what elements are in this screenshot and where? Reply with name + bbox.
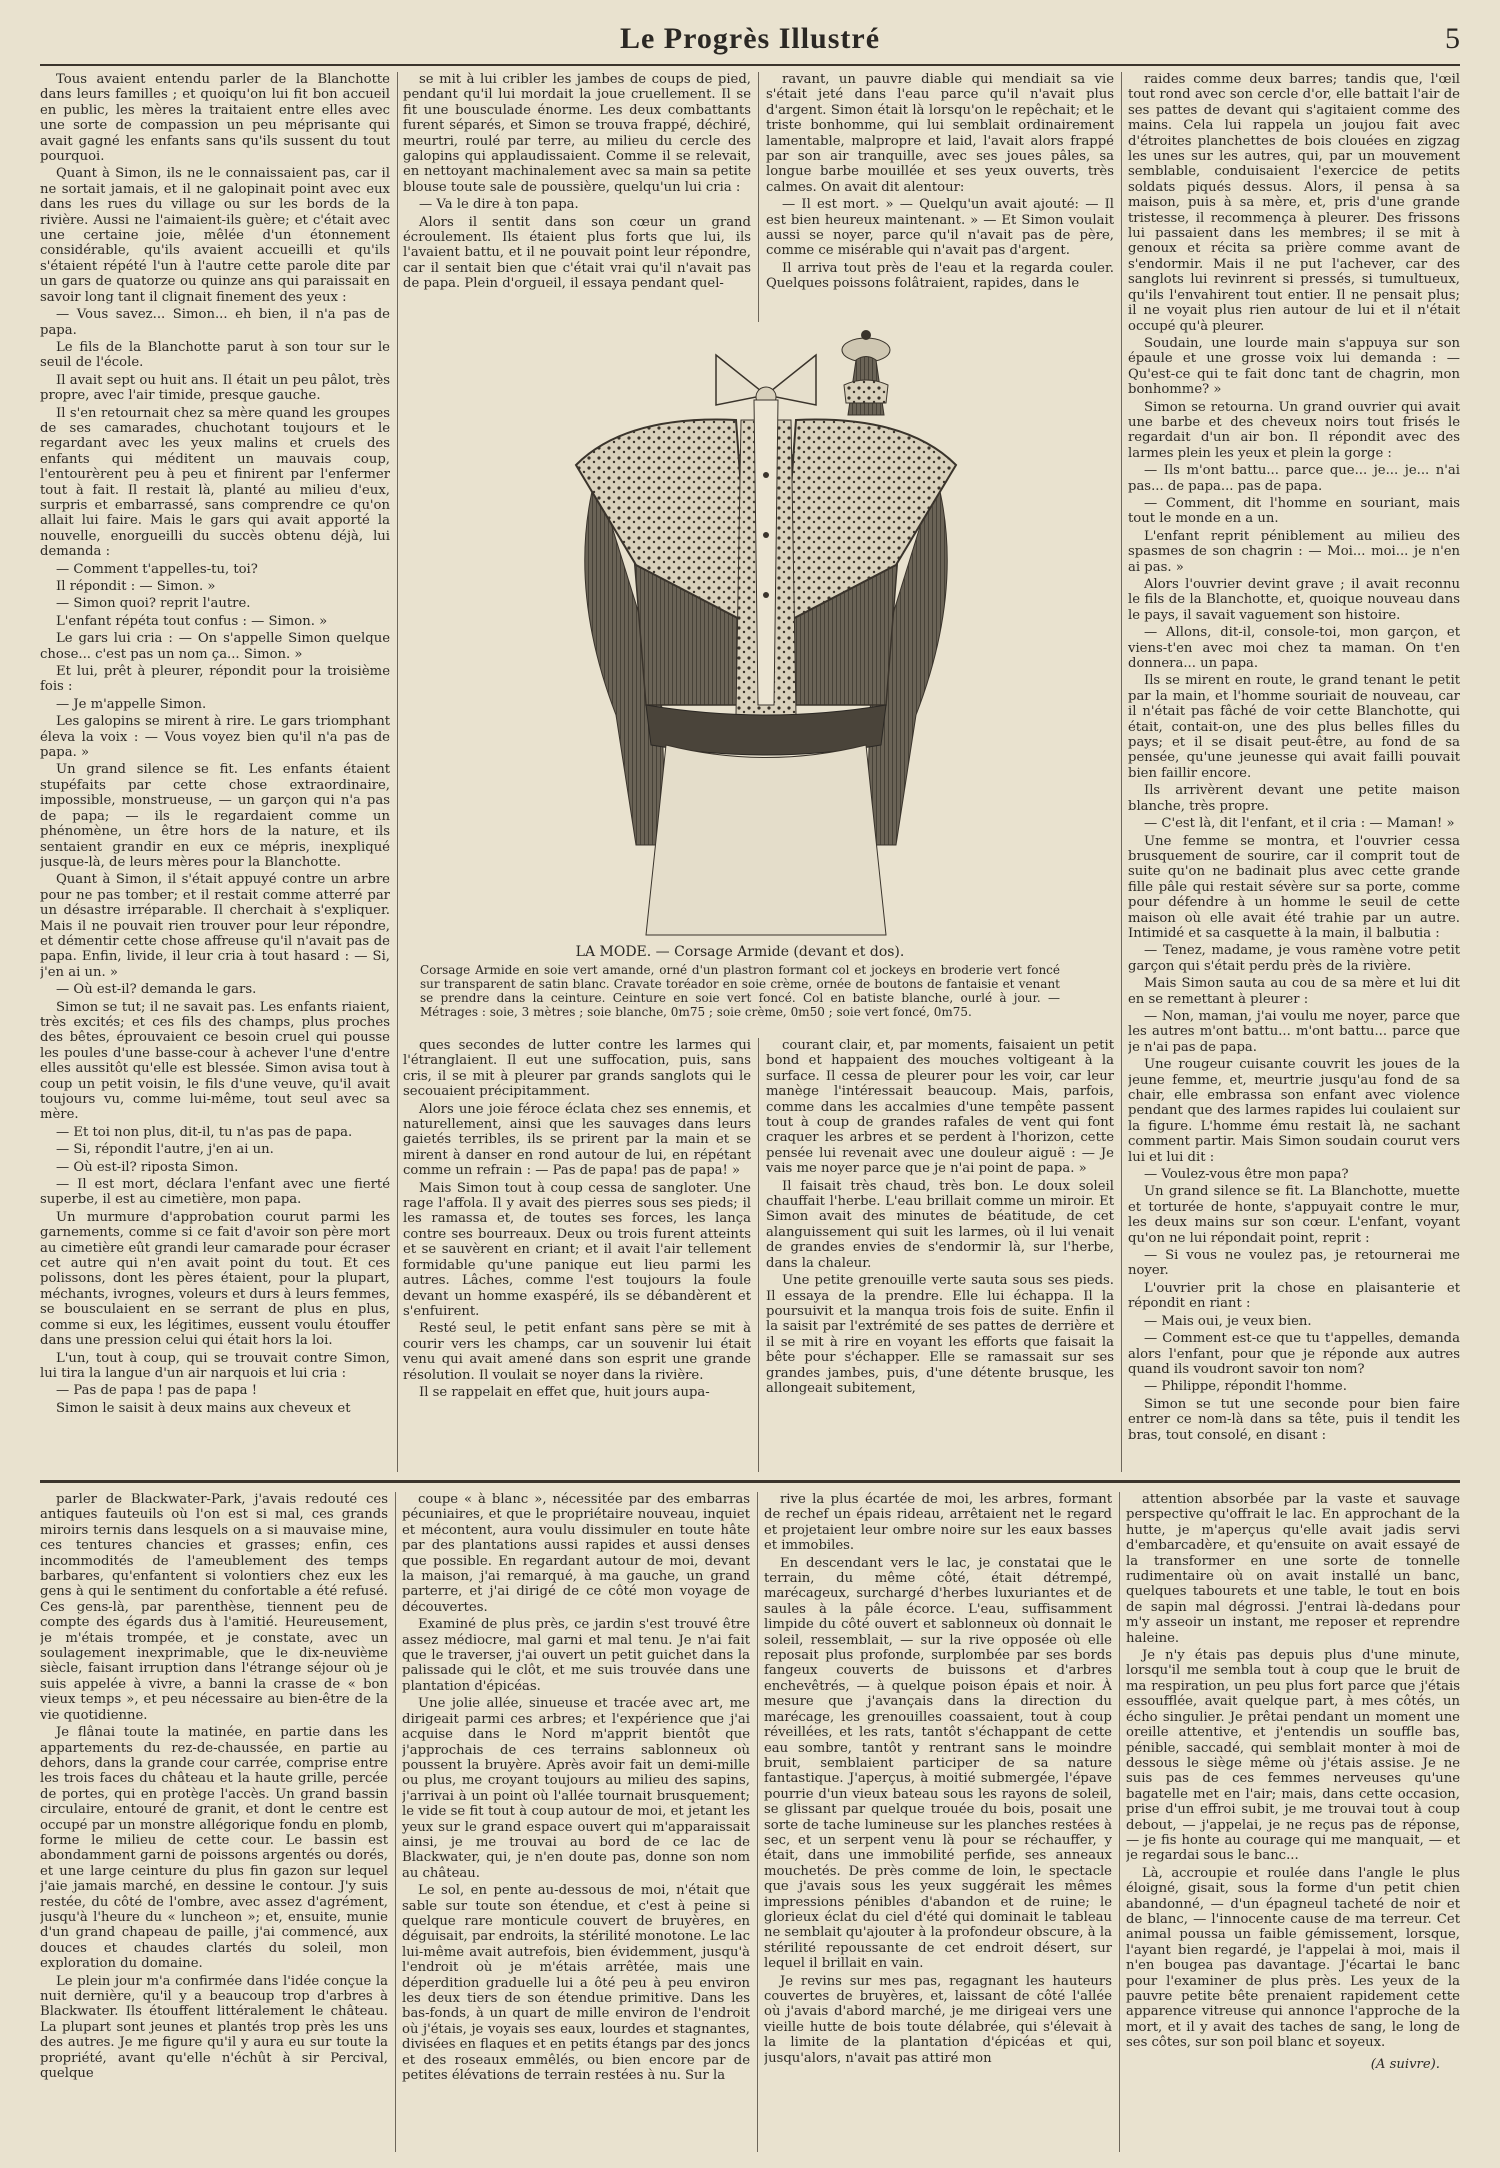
paragraph: — Où est-il? demanda le gars. [56,982,257,998]
paragraph: Le gars lui cria : — On s'appelle Simon quelque chose... c'est pas un nom ça... Simon. » [40,631,390,662]
paragraph: Et lui, prêt à pleurer, répondit pour la troisième fois : [40,664,390,695]
paragraph: Alors l'ouvrier devint grave ; il avait reconnu le fils de la Blanchotte, et, quoique nouveau dans le pays, il savait vaguement son histoire. [1128,577,1460,623]
paragraph: ques secondes de lutter contre les larmes qui l'étranglaient. Il eut une suffocation, puis, sans cris, il se mit à pleurer par grands sanglots qui le secouaient précipitamment. [403,1038,751,1100]
story-bottom-column-4 [1126,1492,1460,2160]
paragraph: se mit à lui cribler les jambes de coups de pied, pendant qu'il lui mordait la joue cruellement. Il se fit une bousculade énorme. Les deux combattants furent séparés, et Simon se trouva frappé, déchiré, meurtri, roulé par terre, au milieu du cercle des galopins qui applaudissaient. Comme il se relevait, en nettoyant machinalement avec sa main sa petite blouse toute sale de poussière, quelqu'un lui cria : [403,72,751,195]
paragraph: raides comme deux barres; tandis que, l'œil tout rond avec son cercle d'or, elle battait l'air de ses pattes de devant qui s'agitaient comme des mains. Cela lui rappela un joujou fait avec d'étroites planchettes de bois clouées en zigzag les unes sur les autres, qui, par un mouvement semblable, conduisaient l'exercice de petits soldats piqués dessus. Alors, il pensa à sa maison, puis à sa mère, et, pris d'une grande tristesse, il recommença à pleurer. Des frissons lui passaient dans les membres; il se mit à genoux et récita sa prière comme avant de s'endormir. Mais il ne put l'achever, car des sanglots lui revinrent si pressés, si tumultueux, qu'ils l'envahirent tout entier. Il ne pensait plus; il ne voyait plus rien autour de lui et il n'était occupé qu'à pleurer. [1128,72,1460,334]
column-rule [1119,1492,1120,2152]
paragraph: Le sol, en pente au-dessous de moi, n'était que sable sur toute son étendue, et c'est à peine si quelque rare monticule couvert de bruyères, en déguisait, par endroits, la stérilité monotone. Le lac lui-même avait autrefois, bien évidemment, jusqu'à l'endroit où je m'étais arrêtée, mais une déperdition graduelle lui a ôté peu à peu environ les deux tiers de son étendue primitive. Dans les bas-fonds, à un quart de mille environ de l'endroit où j'étais, je voyais ses eaux, lourdes et stagnantes, divisées en flaques et en petits étangs par des joncs et des roseaux emmêlés, ou bien encore par de petites élévations de terrain restées à nu. Sur la [402,1883,750,2084]
column-rule [397,72,398,1472]
section-rule [40,1480,1460,1483]
header-rule [40,64,1460,66]
paragraph: Il faisait très chaud, très bon. Le doux soleil chauffait l'herbe. L'eau brillait comme un miroir. Et Simon avait des minutes de béatitude, de cet alanguissement qui suit les larmes, où il lui venait de grandes envies de s'endormir là, sur l'herbe, dans la chaleur. [766,1178,1114,1271]
paragraph: Un grand silence se fit. La Blanchotte, muette et torturée de honte, s'appuyait contre le mur, les deux mains sur son cœur. L'enfant, voyant qu'on ne lui répondait point, reprit : [1128,1184,1460,1246]
paragraph: — Pas de papa ! pas de papa ! [56,1383,258,1399]
paragraph: Quant à Simon, ils ne le connaissaient pas, car il ne sortait jamais, et il ne galopinait point avec eux dans les rues du village ou sur les bords de la rivière. Aussi ne l'aimaient-ils guère; et c'était avec une certaine joie, mêlée d'un étonnement considérable, qu'ils avaient accueilli et qu'ils s'étaient répété l'un à l'autre cette parole dite par un gars de quatorze ou quinze ans qui paraissait en savoir long tant il clignait finement des yeux : [40,166,390,305]
paragraph: — Comment, dit l'homme en souriant, mais tout le monde en a un. [1128,495,1460,527]
paragraph: courant clair, et, par moments, faisaient un petit bond et happaient des mouches voltigeant à la surface. Il cessa de pleurer pour les voir, car leur manège l'intéressait beaucoup. Mais, parfois, comme dans les accalmies d'une tempête passent tout à coup de grandes rafales de vent qui font craquer les arbres et se perdent à l'horizon, cette pensée lui revenait avec une douleur aiguë : — Je vais me noyer parce que je n'ai point de papa. » [766,1038,1114,1177]
story-top-column-3a [766,72,1114,324]
story-top-column-4 [1128,72,1460,1470]
paragraph: Mais Simon sauta au cou de sa mère et lui dit en se remettant à pleurer : [1128,976,1460,1007]
page-number: 5 [1445,22,1460,55]
paragraph: L'enfant reprit péniblement au milieu des spasmes de son chagrin : — Moi... moi... je n'en ai pas. » [1128,528,1460,575]
to-be-continued: (A suivre). [1370,2056,1440,2072]
paragraph: coupe « à blanc », nécessitée par des embarras pécuniaires, et que le propriétaire nouveau, inquiet et mécontent, aura voulu dissimuler en toute hâte par des plantations aussi rapides et aussi denses que possible. En regardant autour de moi, devant la maison, j'ai remarqué, à ma gauche, un grand parterre, et j'ai dirigé de ce côté mon voyage de découvertes. [402,1492,750,1615]
paragraph: Une jolie allée, sinueuse et tracée avec art, me dirigeait parmi ces arbres; et l'expérience que j'ai acquise dans le Nord m'apprit bientôt que j'approchais de ces terrains sablonneux où poussent la bruyère. Après avoir fait un demi-mille ou plus, me croyant toujours au milieu des sapins, j'arrivai à un point où l'allée tournait brusquement; le vide se fit tout à coup autour de moi, et jetant les yeux sur le grand espace ouvert qui m'apparaissait ainsi, je me trouvai au bord de ce lac de Blackwater, qui, je n'en doute pas, donne son nom au château. [402,1696,750,1881]
paragraph: L'ouvrier prit la chose en plaisanterie et répondit en riant : [1128,1280,1460,1312]
bodice-drawing [556,325,996,945]
figure-title: LA MODE. — Corsage Armide (devant et dos). [575,944,905,960]
column-rule [1121,72,1122,1472]
paragraph: — Non, maman, j'ai voulu me noyer, parce que les autres m'ont battu... m'ont battu... parce que je n'ai pas de papa. [1128,1008,1460,1055]
paragraph: Soudain, une lourde main s'appuya sur son épaule et une grosse voix lui demanda : — Qu'est-ce qui te fait donc tant de chagrin, mon bonhomme? » [1128,335,1460,398]
paragraph: Mais Simon tout à coup cessa de sangloter. Une rage l'affola. Il y avait des pierres sous ses pieds; il les ramassa et, de toutes ses forces, les lança contre ses bourreaux. Deux ou trois furent atteints et se sauvèrent en criant; et il avait l'air tellement formidable qu'une panique eut lieu parmi les autres. Lâches, comme l'est toujours la foule devant un homme exaspéré, ils se débandèrent et s'enfuirent. [403,1180,751,1319]
paragraph: — Il est mort. » — Quelqu'un avait ajouté: — Il est bien heureux maintenant. » — Et Simon voulait aussi se noyer, parce qu'il n'avait pas de père, comme ce misérable qui n'avait pas d'argent. [766,197,1114,259]
paragraph: Là, accroupie et roulée dans l'angle le plus éloigné, gisait, sous la forme d'un petit chien abandonné, — d'un épagneul tacheté de noir et de blanc, — l'innocente cause de ma terreur. Cet animal poussa un faible gémissement, lorsque, l'ayant bien regardé, je l'appelai à moi, mais il n'en bougea pas davantage. J'écartai le banc pour l'examiner de plus près. Les yeux de la pauvre petite bête prenaient rapidement cette apparence vitreuse qui annonce l'approche de la mort, et il y avait des taches de sang, le long de ses côtes, sur son poil blanc et soyeux. [1126,1865,1460,2051]
publication-title: Le Progrès Illustré [619,22,881,55]
paragraph: ravant, un pauvre diable qui mendiait sa vie s'était jeté dans l'eau parce qu'il n'avait plus d'argent. Simon était là lorsqu'on le repêchait; et le triste bonhomme, qui lui semblait ordinairement lamentable, malpropre et laid, l'avait alors frappé par son air tranquille, avec ses joues pâles, sa longue barbe mouillée et ses yeux ouverts, très calmes. On avait dit alentour: [766,72,1114,195]
paragraph: Je revins sur mes pas, regagnant les hauteurs couvertes de bruyères, et, laissant de côté l'allée où j'avais d'abord marché, je me dirigeai vers une vieille hutte de bois toute délabrée, qui s'élevait à la limite de la plantation d'épicéas et qui, jusqu'alors, n'avait pas attiré mon [764,1973,1112,2066]
paragraph: — C'est là, dit l'enfant, et il cria : — Maman! » [1144,816,1455,832]
paragraph: Simon le saisit à deux mains aux cheveux et [56,1400,351,1416]
paragraph: — Voulez-vous être mon papa? [1144,1167,1349,1183]
paragraph: En descendant vers le lac, je constatai que le terrain, du même côté, était détrempé, marécageux, surchargé d'herbes luxuriantes et de saules à la pâle écorce. L'eau, suffisamment limpide du côté ouvert et sablonneux où donnait le soleil, ressemblait, — sur la rive opposée où elle reposait plus profonde, surplombée par ses bords fangeux couverts de buissons et d'arbres enchevêtrés, — à quelque poison épais et noir. À mesure que j'avançais dans la direction du marécage, les grenouilles coassaient, tout à coup réveillées, et les rats, tantôt s'échappant de cette eau sombre, tantôt y rentrant sans le moindre bruit, semblaient participer de sa nature fantastique. J'aperçus, à moitié submergée, l'épave pourrie d'un vieux bateau sous les rayons de soleil, se glissant par quelque trouée du bois, posait une sorte de tache lumineuse sur les planches restées à sec, et un serpent venu là pour se réchauffer, y était, dans une immobilité perfide, ses anneaux mouchetés. De près comme de loin, le spectacle que j'avais sous les yeux suggérait les mêmes impressions pénibles d'abandon et de ruine; le glorieux éclat du ciel d'été qui dominait le tableau ne semblait qu'ajouter à la profondeur obscure, à la stérilité repoussante de cet endroit désert, sur lequel il brillait en vain. [764,1555,1112,1972]
page-header [40,20,1460,64]
paragraph: — Ils m'ont battu... parce que... je... je... n'ai pas... de papa... pas de papa. [1128,463,1460,494]
paragraph: Alors il sentit dans son cœur un grand écroulement. Ils étaient plus forts que lui, ils l'avaient battu, et il ne pouvait point leur répondre, car il sentait bien que c'était vrai qu'il n'avait pas de papa. Plein d'orgueil, il essaya pendant quel- [403,214,751,292]
paragraph: Quant à Simon, il s'était appuyé contre un arbre pour ne pas tomber; et il restait comme atterré par un désastre irréparable. Il cherchait à s'expliquer. Mais il ne pouvait rien trouver pour leur répondre, et démentir cette chose affreuse qu'il n'avait pas de papa. Enfin, livide, il leur cria à tout hasard : — Si, j'en ai un. » [40,872,390,980]
paragraph: L'un, tout à coup, qui se trouvait contre Simon, lui tira la langue d'un air narquois et lui cria : [40,1350,390,1381]
paragraph: — Il est mort, déclara l'enfant avec une fierté superbe, il est au cimetière, mon papa. [40,1177,390,1208]
paragraph: Il s'en retournait chez sa mère quand les groupes de ses camarades, chuchotant toujours et le regardant avec les yeux malins et cruels des enfants qui méditent un mauvais coup, l'entourèrent peu à peu et finirent par l'enfermer tout à fait. Il restait là, planté au milieu d'eux, surpris et embarrassé, sans comprendre ce qu'on allait lui faire. Mais le gars qui avait apporté la nouvelle, enorgueilli du succès obtenu déjà, lui demanda : [40,405,390,560]
story-bottom-column-2 [402,1492,750,2160]
story-bottom-column-4-body [1126,1492,1460,2051]
paragraph: — Mais oui, je veux bien. [1144,1313,1312,1329]
paragraph: — Et toi non plus, dit-il, tu n'as pas de papa. [56,1124,353,1140]
paragraph: Un grand silence se fit. Les enfants étaient stupéfaits par cette chose extraordinaire, impossible, monstrueuse, — un garçon qui n'a pas de papa; — ils le regardaient comme un phénomène, un être hors de la nature, et ils sentaient grandir en eux ce mépris, inexpliqué jusque-là, de leurs mères pour la Blanchotte. [40,762,390,870]
paragraph: Je flânai toute la matinée, en partie dans les appartements du rez-de-chaussée, en partie au dehors, dans la grande cour carrée, comprise entre les trois faces du château et la haute grille, percée de portes, qui en protège l'accès. Un grand bassin circulaire, entouré de granit, et dont le centre est occupé par un monstre allégorique fondu en plomb, forme le milieu de cette cour. Le bassin est abondamment garni de poissons argentés ou dorés, et une large ceinture du plus fin gazon sur lequel j'aie jamais marché, en dessine le contour. J'y suis restée, du côté de l'ombre, avec assez d'agrément, jusqu'à l'heure du « luncheon »; et, ensuite, munie d'un grand chapeau de paille, j'ai commencé, aux douces et chaudes clartés du soleil, mon exploration du domaine. [40,1725,388,1972]
paragraph: — Va le dire à ton papa. [419,197,579,213]
paragraph: Ils se mirent en route, le grand tenant le petit par la main, et l'homme souriait de nouveau, car il n'était pas fâché de voir cette Blanchotte, qui était, contait-on, une des plus belles filles du pays; et il se disait peut-être, au fond de sa pensée, qu'une jeunesse qui avait failli pouvait bien faillir encore. [1128,673,1460,781]
column-rule [395,1492,396,2152]
paragraph: Les galopins se mirent à rire. Le gars triomphant éleva la voix : — Vous voyez bien qu'il n'a pas de papa. » [40,714,390,761]
figure-caption [420,945,1060,1019]
story-top-column-2a [403,72,751,324]
paragraph: — Philippe, répondit l'homme. [1144,1379,1347,1395]
paragraph: — Je m'appelle Simon. [56,696,207,712]
story-top-column-1 [40,72,390,1470]
paragraph: Il répondit : — Simon. » [56,579,216,594]
paragraph: parler de Blackwater-Park, j'avais redouté ces antiques fauteuils où l'on est si mal, ces grands miroirs ternis dans lesquels on a si mauvaise mine, ces tentures chancies et grasses; enfin, ces incommodités de l'ameublement des temps barbares, qu'enfantent si volontiers chez eux les gens à qui le sentiment du confortable a été refusé. Ces gens-là, par parenthèse, tiennent peu de compte des égards dus à l'amitié. Heureusement, je m'étais trompée, et je constate, avec un soulagement inexprimable, que le dix-neuvième siècle, faisant irruption dans l'étrange séjour où je suis appelée à vivre, a banni la crasse de « bon vieux temps », et peu nécessaire au bien-être de la vie quotidienne. [40,1492,388,1723]
paragraph: L'enfant répéta tout confus : — Simon. » [56,613,328,629]
paragraph: Je n'y étais pas depuis plus d'une minute, lorsqu'il me sembla tout à coup que le bruit de ma respiration, un peu plus fort parce que j'étais essoufflée, avait quelque part, à mes côtés, un écho singulier. Je prêtai pendant un moment une oreille attentive, et j'entendis un souffle bas, pénible, saccadé, qui semblait monter à moi de dessous le siège même où j'étais assise. Je ne suis pas de ces femmes nerveuses qu'une bagatelle met en l'air; mais, dans cette occasion, prise d'un effroi subit, je me trouvai tout à coup debout, — j'appelai, je ne reçus pas de réponse, — je fis honte au courage qui me manquait, — et je regardai sous le banc... [1126,1648,1460,1864]
paragraph: — Où est-il? riposta Simon. [56,1159,239,1175]
paragraph: Il arriva tout près de l'eau et la regarda couler. Quelques poissons folâtraient, rapides, dans le [766,260,1114,292]
paragraph: Le plein jour m'a confirmée dans l'idée conçue la nuit dernière, qu'il y a beaucoup trop d'arbres à Blackwater. Ils étouffent littéralement le château. La plupart sont jeunes et plantés trop près les uns des autres. Je me figure qu'il y aura eu sur toute la propriété, avant qu'elle n'échût à sir Percival, quelque [40,1973,388,2082]
paragraph: — Comment t'appelles-tu, toi? [56,561,258,577]
story-top-column-3b [766,1038,1114,1472]
paragraph: Alors une joie féroce éclata chez ses ennemis, et naturellement, ainsi que les sauvages dans leurs gaietés terribles, ils se prirent par la main et se mirent à danser en rond autour de lui, en répétant comme un refrain : — Pas de papa! pas de papa! » [403,1101,751,1179]
story-bottom-column-3 [764,1492,1112,2160]
figure-description: Corsage Armide en soie vert amande, orné d'un plastron formant col et jockeys en broderie vert foncé sur transparent de satin blanc. Cravate toréador en soie crème, ornée de boutons de fantaisie et venant se prendre dans la ceinture. Ceinture en soie vert foncé. Col en batiste blanche, ourlé à jour. — Métrages : soie, 3 mètres ; soie blanche, 0m75 ; soie crème, 0m50 ; soie vert foncé, 0m75. [420,963,1060,1019]
paragraph: Simon se retourna. Un grand ouvrier qui avait une barbe et des cheveux noirs tout frisés le regardait d'un air bon. Il répondit avec des larmes plein les yeux et plein la gorge : [1128,399,1460,461]
paragraph: rive la plus écartée de moi, les arbres, formant de rechef un épais rideau, arrêtaient net le regard et projetaient leur ombre noire sur les eaux basses et immobiles. [764,1492,1112,1554]
column-rule [758,72,759,322]
fashion-illustration [556,325,996,945]
paragraph: Une femme se montra, et l'ouvrier cessa brusquement de sourire, car il comprit tout de suite qu'on ne badinait plus avec cette grande fille pâle qui restait sévère sur sa porte, comme pour défendre à un homme le seuil de cette maison où elle avait été trahie par un autre. Intimidé et sa casquette à la main, il balbutia : [1128,833,1460,941]
story-bottom-column-1 [40,1492,388,2160]
paragraph: — Si vous ne voulez pas, je retournerai me noyer. [1128,1248,1460,1279]
paragraph: Une rougeur cuisante couvrit les joues de la jeune femme, et, meurtrie jusqu'au fond de sa chair, elle embrassa son enfant avec violence pendant que des larmes rapides lui coulaient sur la figure. L'homme ému restait là, ne sachant comment partir. Mais Simon soudain courut vers lui et lui dit : [1128,1057,1460,1165]
paragraph: Un murmure d'approbation courut parmi les garnements, comme si ce fait d'avoir son père mort au cimetière eût grandi leur camarade pour écraser cet autre qui n'en avait point du tout. Et ces polissons, dont les pères étaient, pour la plupart, méchants, ivrognes, voleurs et durs à leurs femmes, se bousculaient en se serrant de plus en plus, comme si eux, les légitimes, eussent voulu étouffer dans une pression celui qui était hors la loi. [40,1209,390,1349]
paragraph: Il se rappelait en effet que, huit jours aupa- [419,1384,710,1400]
paragraph: Simon se tut une seconde pour bien faire entrer ce nom-là dans sa tête, puis il tendit les bras, tout consolé, en disant : [1128,1396,1460,1443]
paragraph: — Simon quoi? reprit l'autre. [56,596,251,612]
column-rule [757,1492,758,2152]
paragraph: — Allons, dit-il, console-toi, mon garçon, et viens-t'en avec moi chez ta maman. On t'en donnera... un papa. [1128,625,1460,672]
story-top-column-2b [403,1038,751,1472]
column-rule [758,1038,759,1472]
paragraph: Le fils de la Blanchotte parut à son tour sur le seuil de l'école. [40,339,390,371]
paragraph: attention absorbée par la vaste et sauvage perspective qu'offrait le lac. En approchant de la hutte, je m'aperçus qu'elle avait jadis servi d'embarcadère, et qu'ensuite on avait essayé de la transformer en une sorte de tonnelle rudimentaire où on avait installé un banc, quelques tabourets et une table, le tout en bois de sapin mal dégrossi. J'entrai là-dedans pour m'y asseoir un instant, me reposer et reprendre haleine. [1126,1492,1460,1646]
paragraph: Resté seul, le petit enfant sans père se mit à courir vers les champs, car un souvenir lui était venu qui avait amené dans son esprit une grande résolution. Il voulait se noyer dans la rivière. [403,1321,751,1383]
paragraph: — Tenez, madame, je vous ramène votre petit garçon qui s'était perdu près de la rivière. [1128,943,1460,974]
paragraph: — Vous savez... Simon... eh bien, il n'a pas de papa. [40,307,390,338]
paragraph: Examiné de plus près, ce jardin s'est trouvé être assez médiocre, mal garni et mal tenu. Je n'ai fait que le traverser, j'ai ouvert un petit guichet dans la palissade qui le clôt, et me suis trouvée dans une plantation d'épicéas. [402,1617,750,1694]
paragraph: Tous avaient entendu parler de la Blanchotte dans leurs familles ; et quoiqu'on lui fit bon accueil en public, les mères la traitaient entre elles avec une sorte de compassion un peu méprisante qui avait gagné les enfants sans qu'ils sussent du tout pourquoi. [40,72,390,165]
paragraph: Une petite grenouille verte sauta sous ses pieds. Il essaya de la prendre. Elle lui échappa. Il la poursuivit et la manqua trois fois de suite. Enfin il la saisit par l'extrémité de ses pattes de derrière et il se mit à rire en voyant les efforts que faisait la bête pour s'échapper. Elle se ramassait sur ses grandes jambes, puis, d'une détente brusque, les allongeait subitement, [766,1273,1114,1396]
paragraph: Ils arrivèrent devant une petite maison blanche, très propre. [1128,783,1460,814]
paragraph: — Si, répondit l'autre, j'en ai un. [56,1142,274,1158]
paragraph: Simon se tut; il ne savait pas. Les enfants riaient, très excités; et ces fils des champs, plus proches des bêtes, éprouvaient ce besoin cruel qui pousse les poules d'une basse-cour à achever l'une d'entre elles aussitôt qu'elle est blessée. Simon avisa tout à coup un petit voisin, le fils d'une veuve, qu'il avait toujours vu, comme lui-même, tout seul avec sa mère. [40,999,390,1123]
paragraph: Il avait sept ou huit ans. Il était un peu pâlot, très propre, avec l'air timide, presque gauche. [40,372,390,404]
paragraph: — Comment est-ce que tu t'appelles, demanda alors l'enfant, pour que je réponde aux autres quand ils voudront savoir ton nom? [1128,1331,1460,1377]
back-view-figure [842,330,890,415]
